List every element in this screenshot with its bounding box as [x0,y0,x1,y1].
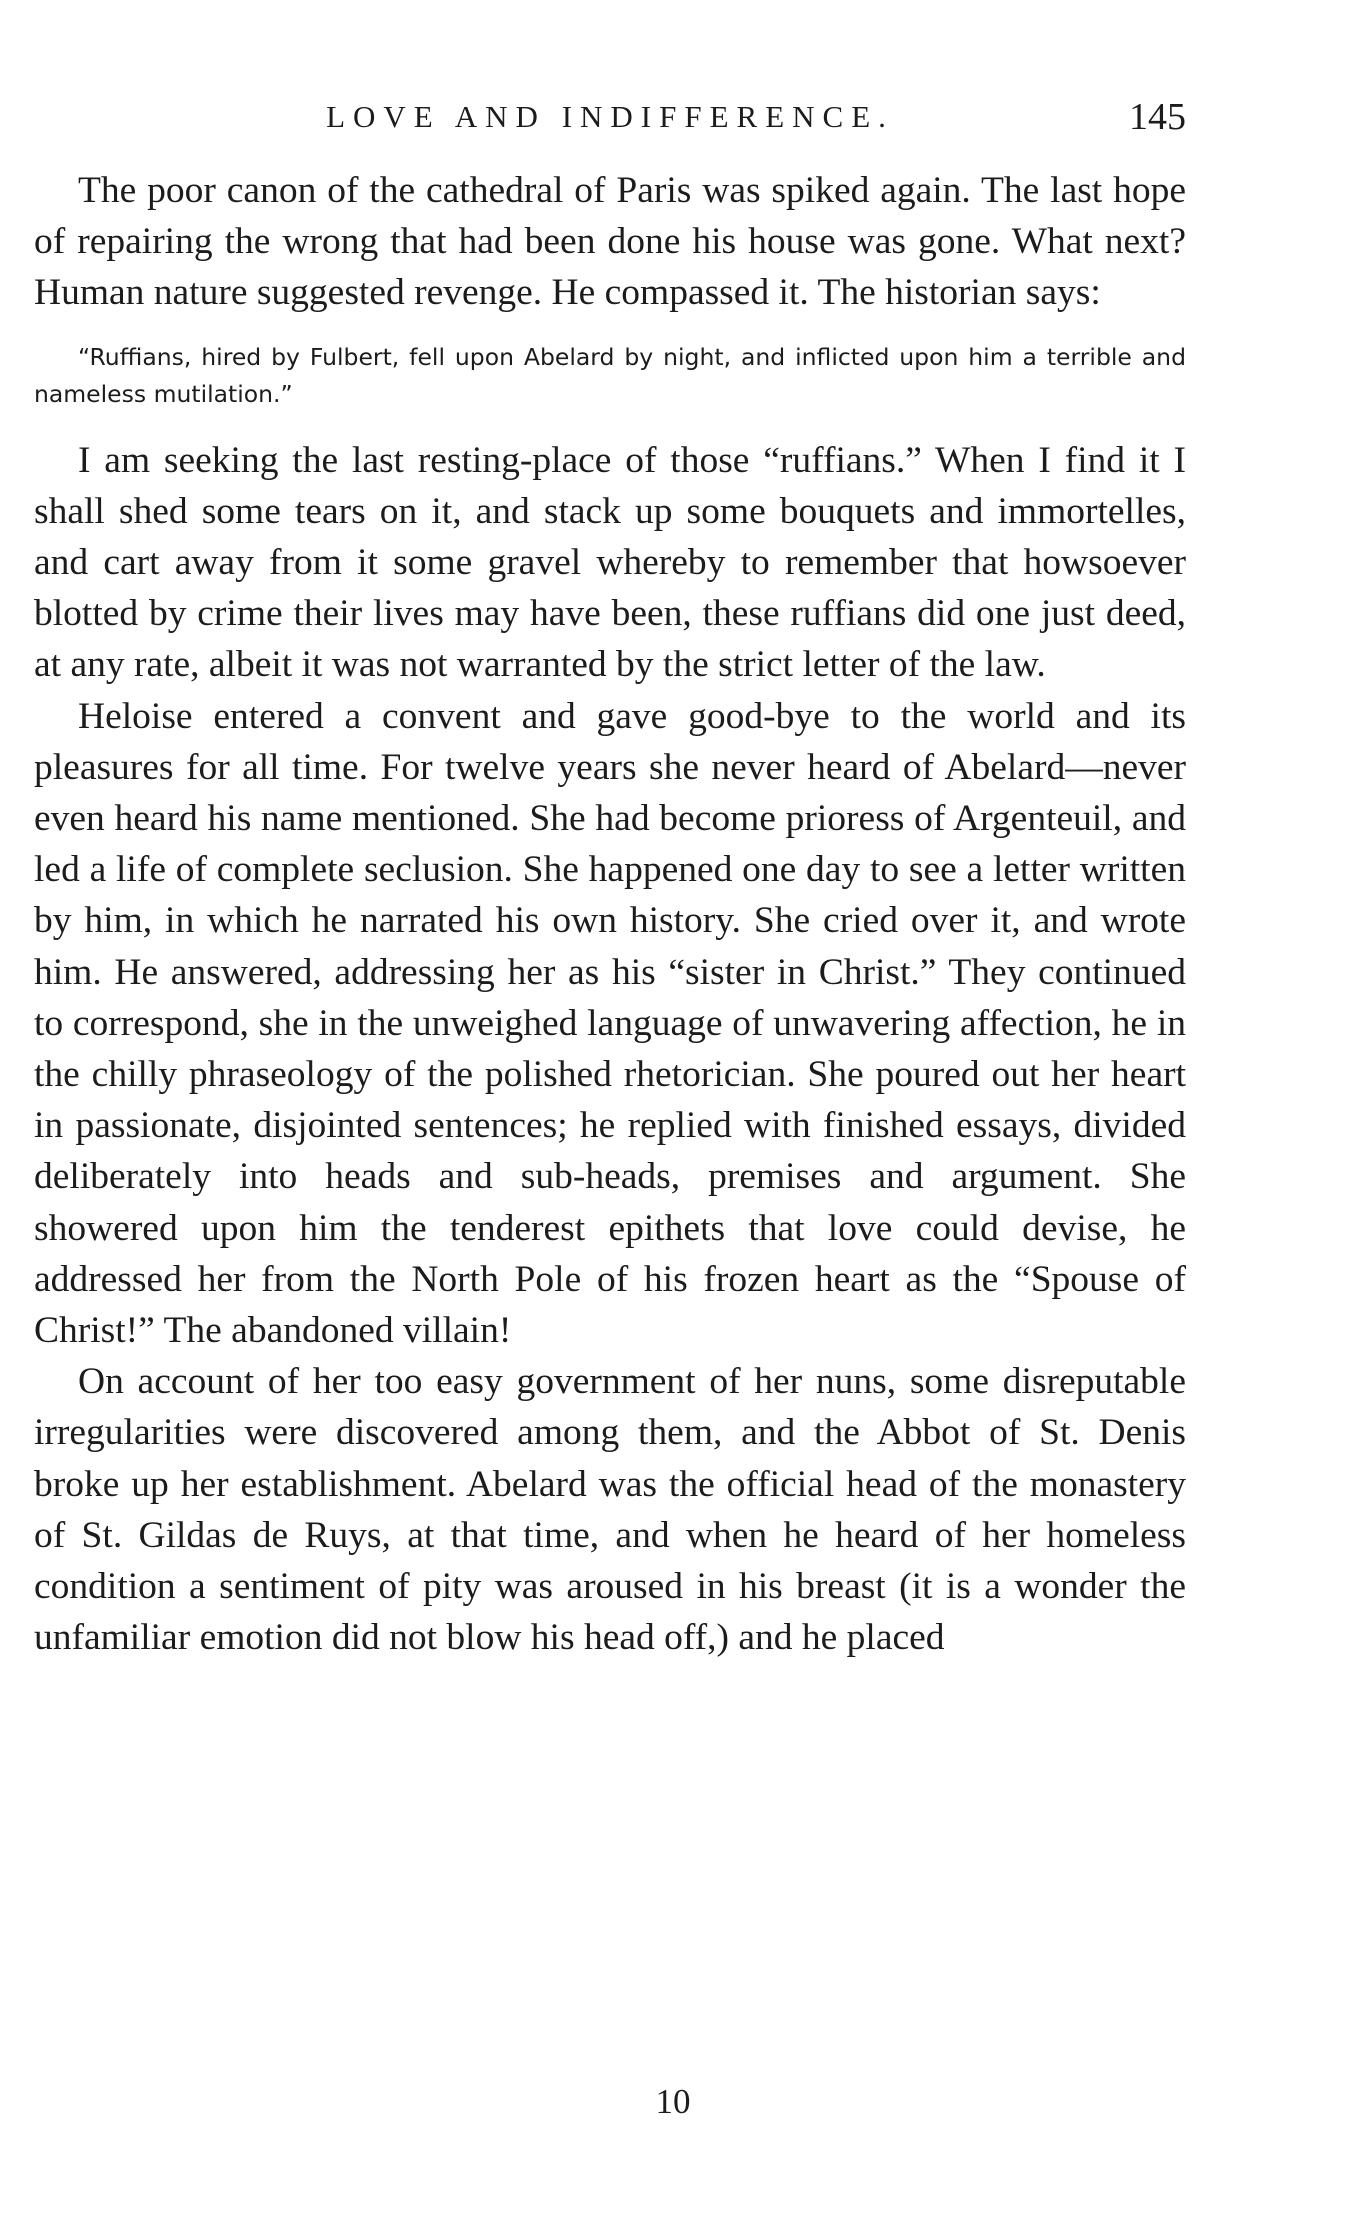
paragraph-canon-spiked: The poor canon of the cathedral of Paris was spiked again. The last hope of repairing the wrong that had been done his house was gone. What next? Human nature suggested revenge. He compassed it. The historian says: [34,170,1186,314]
page-number: 145 [1129,96,1186,138]
paragraph-ruffians: I am seeking the last resting-place of those “ruffians.” When I find it I shall shed some tears on it, and stack up some bouquets and immortelles, and cart away from it some gravel whereby to remember that howsoever blotted by crime their lives may have been, these ruffians did one just deed, at any rate, albeit it was not warranted by the strict letter of the law. [34,439,1186,686]
historian-quote: “Ruffians, hired by Fulbert, fell upon Abelard by night, and inflicted upon him a terrible and nameless mutilation.” [34,342,1186,408]
paragraph-abelard-pity: On account of her too easy government of her nuns, some disreputable irregularities were discovered among them, and the Abbot of St. Denis broke up her establishment. Abelard was the official head of the monastery of St. Gildas de Ruys, at that time, and when he heard of her homeless condition a sentiment of pity was aroused in his breast (it is a wonder the unfamiliar emotion did not blow his head off,) and he placed [34,1361,1186,1659]
running-title: LOVE AND INDIFFERENCE. [326,99,894,134]
signature-mark: 10 [655,2082,691,2121]
paragraph-heloise-convent: Heloise entered a convent and gave good-bye to the world and its pleasures for all time. For twelve years she never heard of Abelard—never even heard his name mentioned. She had become prioress of Argenteuil, and led a life of complete seclusion. She happened one day to see a letter written by him, in which he narrated his own history. She cried over it, and wrote him. He answered, addressing her as his “sister in Christ.” They continued to correspond, she in the unweighed language of unwavering affection, he in the chilly phraseology of the polished rhetorician. She poured out her heart in passionate, disjointed sentences; he replied with finished essays, divided deliberately into heads and sub-heads, premises and argument. She showered upon him the tenderest epithets that love could devise, he addressed her from the North Pole of his frozen heart as the “Spouse of Christ!” The abandoned villain! [34,695,1186,1352]
running-head [34,92,1186,142]
body-text [34,165,1186,1663]
